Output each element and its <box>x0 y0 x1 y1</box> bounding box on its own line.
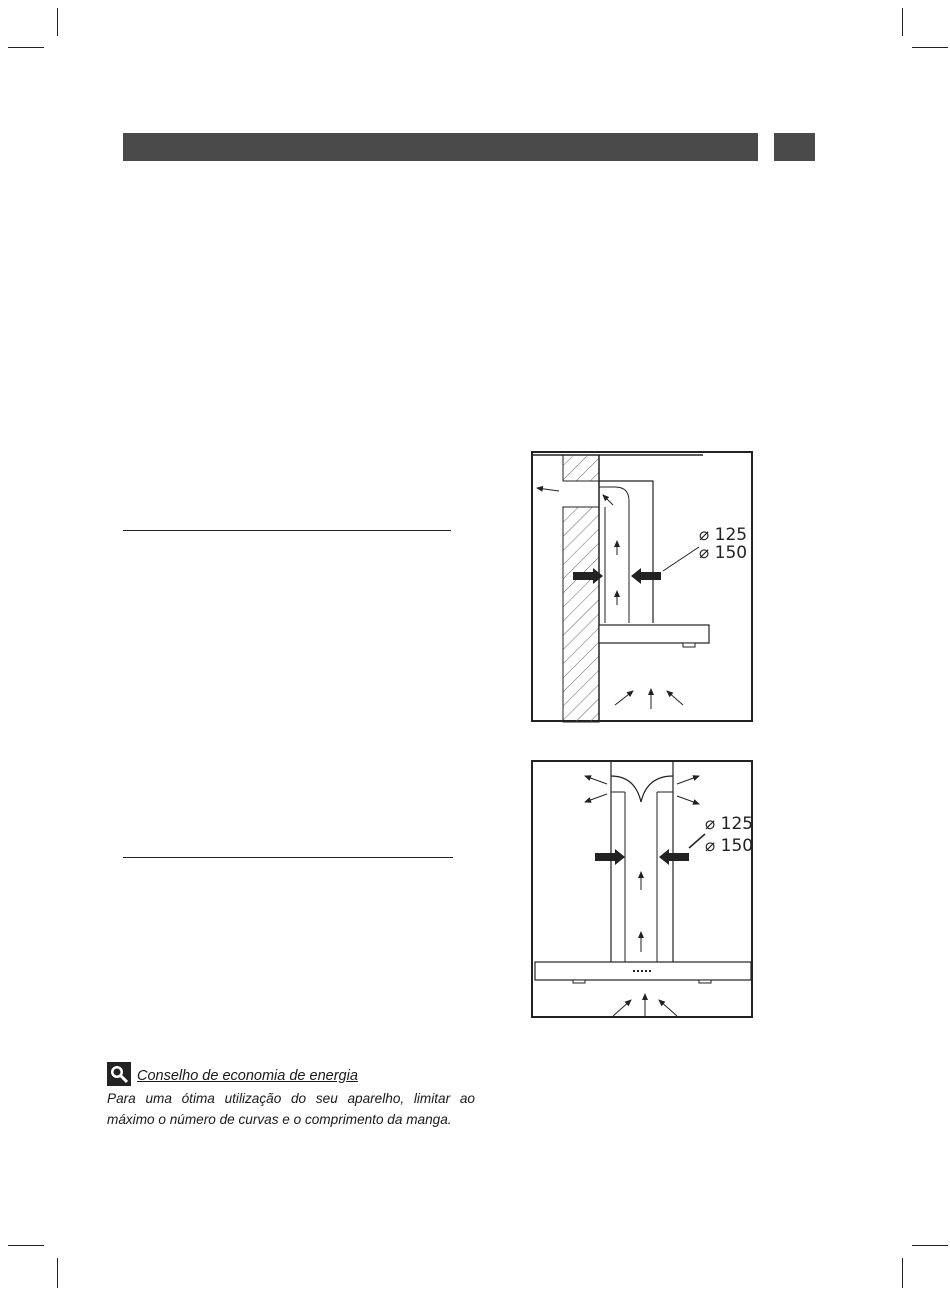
crop-mark-tl-h <box>8 47 44 48</box>
crop-mark-bl-h <box>8 1245 44 1246</box>
energy-tip-title: Conselho de economia de energia <box>137 1068 358 1084</box>
section-rule-2 <box>123 857 453 858</box>
figure-wall-duct-drawing <box>533 453 755 724</box>
figure-ceiling-duct-dim-150: ⌀ 150 <box>705 836 754 856</box>
figure-ceiling-duct-drawing <box>533 762 755 1020</box>
page-number-box <box>774 133 815 161</box>
figure-wall-duct-dim-125: ⌀ 125 <box>699 525 748 545</box>
crop-mark-tr-v <box>902 8 903 36</box>
crop-mark-tr-h <box>912 47 948 48</box>
magnifier-icon <box>107 1062 131 1086</box>
crop-mark-br-h <box>912 1245 948 1246</box>
crop-mark-br-v <box>902 1258 903 1288</box>
figure-ceiling-duct-dim-125: ⌀ 125 <box>705 814 754 834</box>
energy-tip <box>107 1062 475 1130</box>
energy-tip-body: Para uma ótima utilização do seu aparelho, limitar ao máximo o número de curvas e o comprimento da manga. <box>107 1091 475 1127</box>
figure-ceiling-duct <box>531 760 753 1018</box>
header-bar <box>123 133 758 161</box>
section-rule-1 <box>123 530 451 531</box>
figure-wall-duct <box>531 451 753 722</box>
crop-mark-tl-v <box>57 8 58 36</box>
figure-wall-duct-dim-150: ⌀ 150 <box>699 543 748 563</box>
crop-mark-bl-v <box>57 1258 58 1288</box>
